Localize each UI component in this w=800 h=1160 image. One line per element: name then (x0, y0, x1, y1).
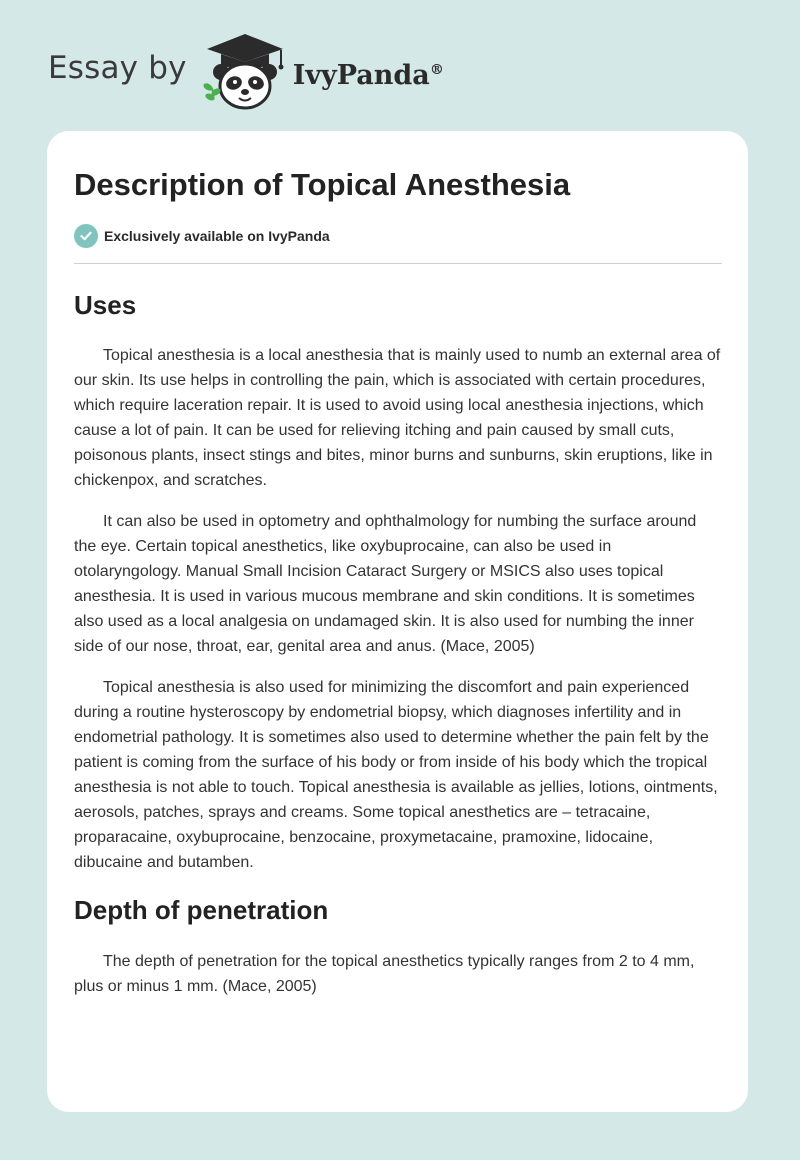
panda-graduate-icon[interactable] (201, 32, 289, 112)
paragraph: Topical anesthesia is a local anesthesia that is mainly used to numb an external area of our skin. Its use helps in controlling the pain, which is associated with certain procedures, which require laceration repair. It is used to avoid using local anesthesia injections, which cause a lot of pain. It can be used for relieving itching and pain caused by small cuts, poisonous plants, insect stings and bites, minor burns and sunburns, skin eruptions, like in chickenpox, and scratches. (74, 347, 721, 489)
exclusive-badge (74, 224, 722, 248)
site-header (48, 32, 748, 112)
essay-card (47, 131, 748, 1112)
paragraph: The depth of penetration for the topical anesthetics typically ranges from 2 to 4 mm, plus or minus 1 mm. (Mace, 2005) (74, 953, 695, 995)
registered-mark: ® (429, 61, 444, 78)
paragraph: Topical anesthesia is also used for minimizing the discomfort and pain experienced during a routine hysteroscopy by endometrial biopsy, which diagnoses infertility and in endometrial pathology. It is sometimes also used to determine whether the pain felt by the patient is coming from the surface of his body or from inside of his body which the tropical anesthesia is not able to touch. Topical anesthesia is available as jellies, lotions, ointments, aerosols, patches, sprays and creams. Some topical anesthetics are – tetracaine, proparacaine, oxybuprocaine, benzocaine, proxymetacaine, pramoxine, lidocaine, dibucaine and butamben. (74, 679, 718, 871)
brand-label: IvyPanda (292, 59, 430, 91)
exclusive-badge-label: Exclusively available on IvyPanda (104, 228, 330, 244)
check-circle-icon (74, 224, 98, 248)
brand-name[interactable] (293, 60, 444, 91)
title-divider (74, 263, 722, 264)
paragraph: It can also be used in optometry and ophthalmology for numbing the surface around the eye. Certain topical anesthetics, like oxybuprocaine, can also be used in otolaryngology. Manual Small Incision Cataract Surgery or MSICS also uses topical anesthesia. It is used in various mucous membrane and skin conditions. It is sometimes also used as a local analgesia on undamaged skin. It is also used for numbing the inner side of our nose, throat, ear, genital area and anus. (Mace, 2005) (74, 513, 697, 655)
essay-by-label: Essay by (48, 50, 187, 86)
section-heading-uses: Uses (74, 290, 137, 320)
section-heading-depth: Depth of penetration (74, 895, 329, 925)
page-title: Description of Topical Anesthesia (74, 167, 571, 202)
